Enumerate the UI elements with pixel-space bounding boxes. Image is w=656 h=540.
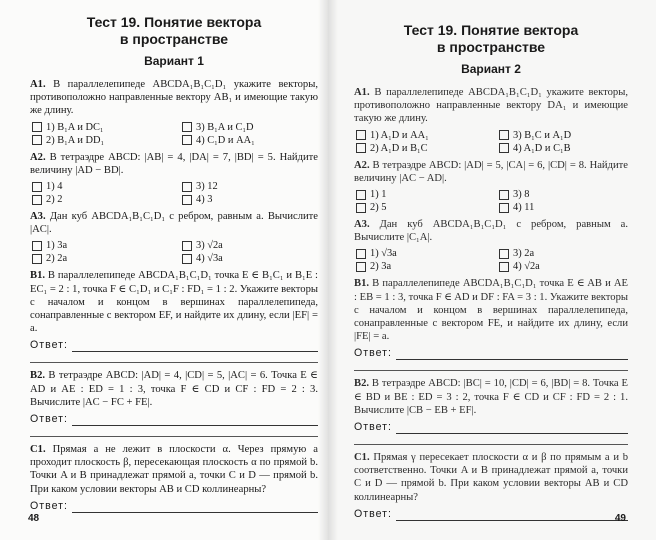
- checkbox-icon[interactable]: [182, 254, 192, 264]
- answer-line[interactable]: [396, 424, 628, 434]
- checkbox-icon[interactable]: [499, 130, 509, 140]
- option-label: 4) √2a: [513, 261, 540, 273]
- task-text: В тетраэдре ABCD: |BC| = 10, |CD| = 6, |BD| = 8. Точка E ∈ BD и BE : ED = 3 : 2, точка F ∈ CD и CF : FD = 2 : 1. Вычислите |CB − EB + EF|.: [354, 378, 628, 416]
- option[interactable]: [356, 142, 485, 155]
- variant-label: Вариант 1: [144, 54, 204, 68]
- options-a2: [32, 180, 318, 206]
- task-number: А2.: [30, 151, 46, 163]
- option[interactable]: [182, 121, 318, 134]
- option-label: 3) 12: [196, 181, 218, 193]
- task-number: А1.: [30, 79, 46, 90]
- answer-c1: [354, 508, 628, 521]
- task-text: Прямая γ пересекает плоскости α и β по прямым a и b соответственно. Точки A и B принадлежат прямой a, точки C и D — прямой b. При каком условии векторы AB и CD коллинеарны?: [354, 452, 628, 503]
- options-a2: [356, 188, 628, 214]
- answer-line[interactable]: [396, 511, 628, 521]
- option[interactable]: [32, 239, 168, 252]
- option-label: 1) B₁A и DC₁: [46, 121, 104, 133]
- checkbox-icon[interactable]: [32, 182, 42, 192]
- task-number: С1.: [354, 452, 370, 464]
- option[interactable]: [32, 121, 168, 134]
- checkbox-icon[interactable]: [182, 135, 192, 145]
- option-label: 2) 2: [46, 194, 63, 206]
- answer-c1: [30, 500, 318, 513]
- checkbox-icon[interactable]: [499, 203, 509, 213]
- checkbox-icon[interactable]: [499, 249, 509, 259]
- answer-line[interactable]: [72, 342, 318, 352]
- option-label: 3) 2a: [513, 248, 535, 260]
- task-b1: [30, 269, 318, 335]
- task-text: В параллелепипеде ABCDA₁B₁C₁D₁ точка E ∈ B₁C₁ и B₁E : EC₁ = 2 : 1, точка F ∈ C₁D₁ и C₁F : FD₁ = 1 : 2. Укажите векторы с началом и концом в вершинах параллелепипеда, сонаправленные с вектором EF, и найдите их длину, если |EF| = a.: [30, 270, 318, 335]
- option-label: 3) B₁A и C₁D: [196, 121, 254, 133]
- option[interactable]: [499, 188, 628, 201]
- test-title: [354, 22, 628, 56]
- title-line-1: Тест 19. Понятие вектора: [403, 22, 579, 38]
- answer-label: Ответ:: [354, 507, 392, 520]
- option[interactable]: [499, 142, 628, 155]
- page-number: 48: [28, 513, 40, 524]
- checkbox-icon[interactable]: [182, 182, 192, 192]
- checkbox-icon[interactable]: [356, 249, 366, 259]
- option-label: 4) A₁D и C₁B: [513, 142, 571, 154]
- option[interactable]: [356, 201, 485, 214]
- test-title: [30, 14, 318, 48]
- divider: [354, 444, 628, 445]
- checkbox-icon[interactable]: [32, 241, 42, 251]
- option-label: 3) 8: [513, 189, 530, 201]
- option-label: 1) 4: [46, 181, 63, 193]
- title-line-2: в пространстве: [119, 31, 229, 47]
- task-a2: [30, 151, 318, 177]
- option[interactable]: [182, 180, 318, 193]
- option[interactable]: [499, 129, 628, 142]
- option[interactable]: [32, 180, 168, 193]
- task-b2: [354, 377, 628, 417]
- answer-b1: [354, 347, 628, 360]
- option[interactable]: [356, 188, 485, 201]
- task-text: Дан куб ABCDA₁B₁C₁D₁ с ребром, равным a. Вычислите |C₁A|.: [354, 219, 628, 244]
- options-a3: [356, 247, 628, 273]
- option-label: 4) √3a: [196, 253, 223, 265]
- options-a3: [32, 239, 318, 265]
- task-number: В2.: [354, 378, 370, 390]
- option-label: 1) √3a: [370, 248, 397, 260]
- task-number: А2.: [354, 159, 370, 171]
- task-text: В параллелепипеде ABCDA₁B₁C₁D₁ укажите векторы, противоположно направленные вектору DA₁ и имеющие такую же длину.: [354, 87, 628, 125]
- option-label: 2) 2a: [46, 253, 68, 265]
- answer-label: Ответ:: [30, 339, 68, 352]
- task-text: В параллелепипеде ABCDA₁B₁C₁D₁ укажите векторы, противоположно направленные вектору AB₁ и имеющие такую же длину.: [30, 79, 318, 117]
- option[interactable]: [32, 193, 168, 206]
- checkbox-icon[interactable]: [32, 122, 42, 132]
- answer-label: Ответ:: [354, 347, 392, 360]
- divider: [354, 370, 628, 371]
- task-number: А1.: [354, 87, 370, 98]
- answer-line[interactable]: [396, 350, 628, 360]
- answer-line[interactable]: [72, 503, 318, 513]
- task-b2: [30, 369, 318, 409]
- option-label: 1) A₁D и AA₁: [370, 129, 429, 141]
- answer-line[interactable]: [72, 416, 318, 426]
- option-label: 1) 1: [370, 189, 387, 201]
- checkbox-icon[interactable]: [182, 241, 192, 251]
- title-line-2: в пространстве: [436, 39, 546, 55]
- task-number: А3.: [354, 219, 370, 231]
- option[interactable]: [182, 239, 318, 252]
- checkbox-icon[interactable]: [32, 195, 42, 205]
- option[interactable]: [182, 193, 318, 206]
- task-text: Прямая a не лежит в плоскости α. Через прямую a проходит плоскость β, пересекающая плоскость α по прямой b. Точки A и B принадлежат прямой a, точки C и D — прямой b. При каком условии векторы AB и CD коллинеарны?: [30, 444, 318, 495]
- option[interactable]: [499, 260, 628, 273]
- checkbox-icon[interactable]: [499, 143, 509, 153]
- checkbox-icon[interactable]: [499, 190, 509, 200]
- checkbox-icon[interactable]: [356, 203, 366, 213]
- task-text: В тетраэдре ABCD: |AD| = 4, |CD| = 5, |AC| = 6. Точка E ∈ AD и AE : ED = 1 : 3, точка F ∈ CD и CF : FD = 2 : 3. Вычислите |AC − FC + FE|.: [30, 370, 318, 408]
- option[interactable]: [356, 260, 485, 273]
- divider: [30, 436, 318, 437]
- option-label: 1) 3a: [46, 240, 68, 252]
- page-number: 49: [614, 513, 626, 524]
- answer-b2: [354, 421, 628, 434]
- task-a2: [354, 159, 628, 185]
- checkbox-icon[interactable]: [356, 190, 366, 200]
- option[interactable]: [356, 247, 485, 260]
- task-number: В1.: [30, 270, 46, 282]
- task-text: В тетраэдре ABCD: |AD| = 5, |CA| = 6, |CD| = 8. Найдите величину |AC − AD|.: [354, 159, 628, 184]
- option-label: 2) B₁A и DD₁: [46, 134, 105, 146]
- answer-label: Ответ:: [30, 413, 68, 426]
- option-label: 4) C₁D и AA₁: [196, 134, 255, 146]
- task-text: Дан куб ABCDA₁B₁C₁D₁ с ребром, равным a. Вычислите |AC|.: [30, 211, 318, 236]
- task-b1: [354, 277, 628, 343]
- option-label: 2) A₁D и B₁C: [370, 142, 428, 154]
- task-c1: [354, 451, 628, 504]
- checkbox-icon[interactable]: [182, 122, 192, 132]
- task-number: А3.: [30, 211, 46, 223]
- options-a1: [356, 129, 628, 155]
- task-a3: [30, 210, 318, 236]
- divider: [30, 362, 318, 363]
- option[interactable]: [182, 252, 318, 265]
- option[interactable]: [356, 129, 485, 142]
- checkbox-icon[interactable]: [499, 262, 509, 272]
- option[interactable]: [499, 201, 628, 214]
- task-c1: [30, 443, 318, 496]
- option-label: 4) 3: [196, 194, 213, 206]
- checkbox-icon[interactable]: [356, 262, 366, 272]
- page-right: [328, 0, 656, 540]
- option[interactable]: [32, 252, 168, 265]
- task-number: В1.: [354, 278, 370, 290]
- checkbox-icon[interactable]: [32, 254, 42, 264]
- checkbox-icon[interactable]: [32, 135, 42, 145]
- checkbox-icon[interactable]: [182, 195, 192, 205]
- option[interactable]: [32, 134, 168, 147]
- answer-label: Ответ:: [354, 421, 392, 434]
- task-number: С1.: [30, 444, 46, 456]
- option[interactable]: [182, 134, 318, 147]
- options-a1: [32, 121, 318, 147]
- option[interactable]: [499, 247, 628, 260]
- task-a1: [354, 86, 628, 126]
- option-label: 3) B₁C и A₁D: [513, 129, 572, 141]
- title-line-1: Тест 19. Понятие вектора: [86, 14, 262, 30]
- task-a3: [354, 218, 628, 244]
- option-label: 2) 3a: [370, 261, 392, 273]
- answer-b1: [30, 339, 318, 352]
- option-label: 2) 5: [370, 202, 387, 214]
- task-text: В тетраэдре ABCD: |AB| = 4, |DA| = 7, |BD| = 5. Найдите величину |AD − BD|.: [30, 151, 318, 176]
- option-label: 4) 11: [513, 202, 535, 214]
- task-a1: [30, 78, 318, 118]
- variant-label: Вариант 2: [461, 62, 521, 76]
- answer-b2: [30, 413, 318, 426]
- task-text: В параллелепипеде ABCDA₁B₁C₁D₁ точка E ∈ AB и AE : EB = 1 : 3, точка F ∈ AD и DF : FA = 3 : 1. Укажите векторы с началом и концом в вершинах параллелепипеда, сонаправленные с вектором FE, и найдите их длину, если |FE| = a.: [354, 278, 628, 343]
- option-label: 3) √2a: [196, 240, 223, 252]
- answer-label: Ответ:: [30, 499, 68, 512]
- task-number: В2.: [30, 370, 46, 382]
- checkbox-icon[interactable]: [356, 130, 366, 140]
- checkbox-icon[interactable]: [356, 143, 366, 153]
